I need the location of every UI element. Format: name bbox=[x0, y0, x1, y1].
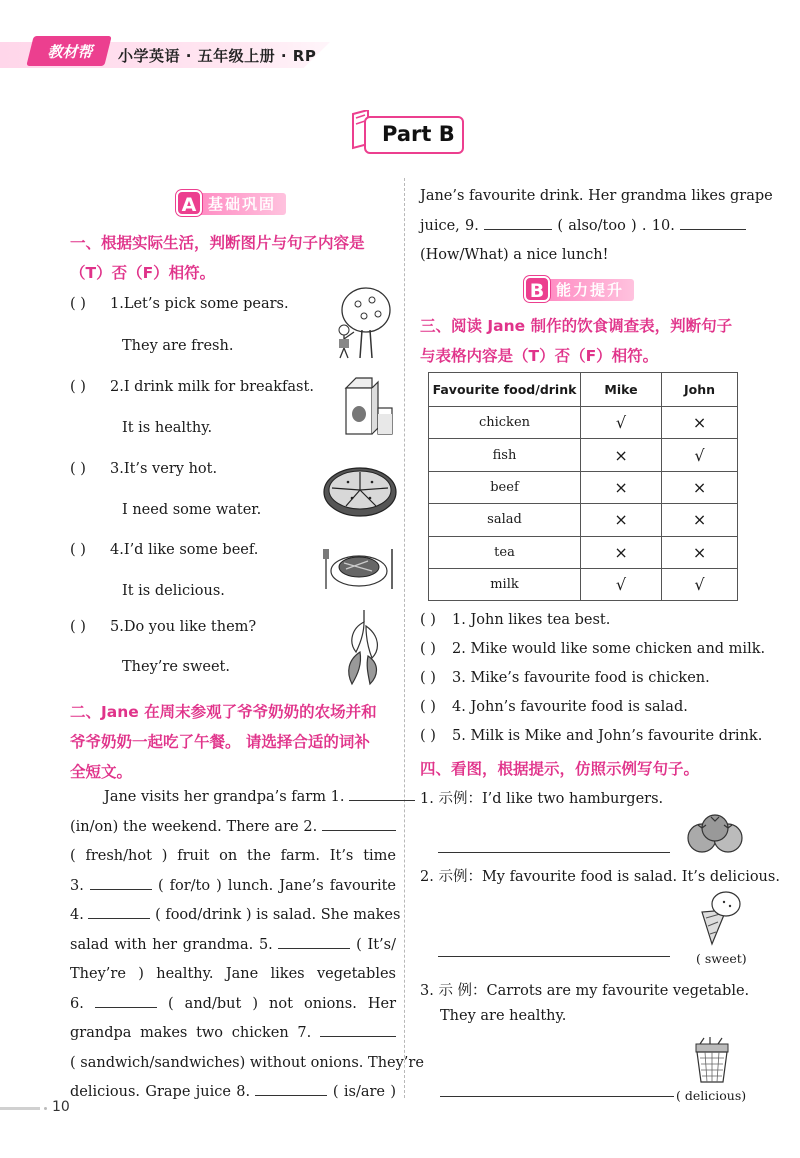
header-badge-text: 教材帮 bbox=[47, 43, 93, 61]
item-sentence: I drink milk for breakfast. bbox=[123, 379, 314, 395]
table-cell: salad bbox=[429, 504, 581, 536]
page-header bbox=[0, 36, 330, 70]
q1-item-3-second: I need some water. bbox=[122, 502, 262, 518]
table-cell: milk bbox=[429, 568, 581, 600]
table-row bbox=[429, 536, 738, 568]
q1-item-5-second: They’re sweet. bbox=[122, 659, 230, 675]
item-sentence: Let’s pick some pears. bbox=[123, 296, 289, 312]
answer-line-2[interactable] bbox=[438, 956, 670, 957]
footer-bar bbox=[0, 1107, 40, 1110]
q1-item-2-second: It is healthy. bbox=[122, 420, 213, 436]
table-cell: × bbox=[662, 407, 738, 439]
section-b-label: 能力提升 bbox=[546, 279, 634, 301]
passage-line: salad with her grandma. 5. ( It’s/ bbox=[70, 936, 396, 953]
q3-item-1 bbox=[420, 612, 610, 628]
chili-pepper-icon bbox=[338, 608, 386, 688]
part-title: Part B bbox=[382, 122, 455, 146]
table-cell: × bbox=[581, 504, 662, 536]
passage-line: ( sandwich/sandwiches) without onions. They’re bbox=[70, 1054, 424, 1071]
table-header-row bbox=[429, 373, 738, 407]
hint-sweet: ( sweet) bbox=[696, 951, 747, 966]
q1-item-3 bbox=[70, 461, 217, 477]
part-heading bbox=[350, 110, 466, 154]
q2-heading-line1: 二、Jane 在周末参观了爷爷奶奶的农场并和 bbox=[70, 703, 377, 721]
answer-line-1[interactable] bbox=[438, 852, 670, 853]
hint-delicious: ( delicious) bbox=[676, 1088, 747, 1103]
item-sentence: I’d like some beef. bbox=[123, 542, 259, 558]
page-footer bbox=[0, 1098, 70, 1118]
table-cell: × bbox=[581, 536, 662, 568]
passage-line: 6. ( and/but ) not onions. Her bbox=[70, 995, 397, 1012]
answer-bracket[interactable]: ( ) bbox=[70, 296, 86, 312]
passage-line: delicious. Grape juice 8. ( is/are ) bbox=[70, 1084, 396, 1100]
table-row bbox=[429, 439, 738, 471]
blank-7[interactable] bbox=[320, 1023, 396, 1037]
beef-steak-icon bbox=[322, 545, 396, 591]
q2-heading bbox=[70, 697, 377, 787]
q4-heading: 四、看图，根据提示，仿照示例写句子。 bbox=[420, 760, 700, 778]
section-a-letter: A bbox=[176, 190, 202, 216]
section-a-label: 基础巩固 bbox=[198, 193, 286, 215]
q1-item-1 bbox=[70, 296, 289, 312]
column-header: John bbox=[662, 373, 738, 407]
item-sentence: It’s very hot. bbox=[123, 461, 218, 477]
passage-line: Jane visits her grandpa’s farm 1. bbox=[70, 783, 396, 813]
item-sentence: Do you like them? bbox=[123, 619, 257, 635]
food-survey-table bbox=[428, 372, 738, 601]
passage-line: 4. ( food/drink ) is salad. She makes bbox=[70, 907, 401, 923]
header-title: 小学英语 · 五年级上册 · RP bbox=[118, 47, 317, 65]
answer-bracket[interactable]: ( ) bbox=[420, 670, 436, 686]
footer-dot bbox=[44, 1107, 47, 1110]
tomatoes-icon bbox=[684, 812, 746, 856]
blank-9[interactable] bbox=[484, 216, 552, 230]
q1-item-2 bbox=[70, 379, 314, 395]
table-cell: × bbox=[662, 504, 738, 536]
table-row bbox=[429, 407, 738, 439]
q4-example-1: 1. 示例：I’d like two hamburgers. bbox=[420, 791, 664, 807]
item-sentence: 4. John’s favourite food is salad. bbox=[452, 699, 688, 715]
q3-item-4 bbox=[420, 699, 688, 715]
answer-bracket[interactable]: ( ) bbox=[420, 612, 436, 628]
milk-carton-icon bbox=[342, 374, 396, 438]
q4-example-3: 3. 示 例：Carrots are my favourite vegetable. bbox=[420, 983, 750, 999]
blank-1[interactable] bbox=[349, 787, 415, 801]
q1-item-1-second: They are fresh. bbox=[122, 338, 234, 354]
q1-heading-line2: （T）否（F）相符。 bbox=[70, 264, 216, 282]
blank-2[interactable] bbox=[322, 817, 396, 831]
q3-heading bbox=[420, 311, 732, 371]
q3-item-2 bbox=[420, 641, 765, 657]
item-number: 1. bbox=[110, 296, 124, 312]
passage-line: juice, 9. ( also/too ) . 10. bbox=[420, 212, 746, 242]
q1-heading bbox=[70, 228, 365, 288]
table-cell: × bbox=[662, 536, 738, 568]
item-sentence: 1. John likes tea best. bbox=[452, 612, 611, 628]
passage-line: ( fresh/hot ) fruit on the farm. It’s time bbox=[70, 848, 396, 864]
q4-example-3-second: They are healthy. bbox=[440, 1008, 567, 1024]
watermelon-icon bbox=[322, 466, 398, 520]
item-number: 4. bbox=[110, 542, 124, 558]
q1-item-4-second: It is delicious. bbox=[122, 583, 225, 599]
blank-10[interactable] bbox=[680, 216, 746, 230]
table-cell: × bbox=[662, 471, 738, 503]
passage-line: (How/What) a nice lunch! bbox=[420, 247, 609, 263]
item-number: 5. bbox=[110, 619, 124, 635]
q3-heading-line2: 与表格内容是（T）否（F）相符。 bbox=[420, 347, 659, 365]
item-sentence: 5. Milk is Mike and John’s favourite drink. bbox=[452, 728, 763, 744]
table-row bbox=[429, 568, 738, 600]
item-number: 3. bbox=[110, 461, 124, 477]
table-cell: chicken bbox=[429, 407, 581, 439]
passage-line: grandpa makes two chicken 7. bbox=[70, 1019, 396, 1049]
answer-line-3[interactable] bbox=[440, 1096, 674, 1097]
column-header: Favourite food/drink bbox=[429, 373, 581, 407]
carrot-basket-icon bbox=[692, 1036, 732, 1084]
q2-passage bbox=[70, 783, 424, 1108]
q3-item-5 bbox=[420, 728, 762, 744]
answer-bracket[interactable]: ( ) bbox=[70, 542, 86, 558]
item-sentence: 2. Mike would like some chicken and milk. bbox=[452, 641, 766, 657]
passage-line: They’re ) healthy. Jane likes vegetables bbox=[70, 966, 396, 982]
item-sentence: 3. Mike’s favourite food is chicken. bbox=[452, 670, 710, 686]
q2-passage-continued bbox=[420, 182, 773, 271]
table-cell: √ bbox=[662, 439, 738, 471]
answer-bracket[interactable]: ( ) bbox=[420, 728, 436, 744]
answer-bracket[interactable]: ( ) bbox=[70, 461, 86, 477]
answer-bracket[interactable]: ( ) bbox=[70, 619, 86, 635]
q2-heading-line2: 爷爷奶奶一起吃了午餐。 请选择合适的词补 bbox=[70, 733, 370, 751]
pear-tree-icon bbox=[328, 286, 394, 360]
table-cell: √ bbox=[662, 568, 738, 600]
blank-5[interactable] bbox=[278, 935, 350, 949]
answer-bracket[interactable]: ( ) bbox=[420, 641, 436, 657]
ice-cream-icon bbox=[696, 888, 744, 946]
q4-example-2: 2. 示例：My favourite food is salad. It’s delicious. bbox=[420, 869, 780, 885]
table-cell: × bbox=[581, 471, 662, 503]
section-b-letter: B bbox=[524, 276, 550, 302]
q1-item-4 bbox=[70, 542, 258, 558]
answer-bracket[interactable]: ( ) bbox=[420, 699, 436, 715]
passage-line: 3. ( for/to ) lunch. Jane’s favourite bbox=[70, 877, 397, 894]
table-cell: × bbox=[581, 439, 662, 471]
blank-3[interactable] bbox=[90, 876, 152, 890]
blank-4[interactable] bbox=[88, 905, 150, 919]
table-cell: √ bbox=[581, 568, 662, 600]
q1-heading-line1: 一、根据实际生活，判断图片与句子内容是 bbox=[70, 234, 365, 252]
table-cell: √ bbox=[581, 407, 662, 439]
q3-heading-line1: 三、阅读 Jane 制作的饮食调查表，判断句子 bbox=[420, 317, 733, 335]
q1-item-5 bbox=[70, 619, 256, 635]
table-row bbox=[429, 504, 738, 536]
column-header: Mike bbox=[581, 373, 662, 407]
section-a-badge bbox=[176, 190, 316, 218]
q3-item-3 bbox=[420, 670, 710, 686]
blank-8[interactable] bbox=[255, 1082, 327, 1096]
passage-line: (in/on) the weekend. There are 2. bbox=[70, 813, 396, 843]
table-cell: fish bbox=[429, 439, 581, 471]
table-cell: tea bbox=[429, 536, 581, 568]
item-number: 2. bbox=[110, 379, 124, 395]
table-cell: beef bbox=[429, 471, 581, 503]
blank-6[interactable] bbox=[95, 994, 157, 1008]
table-row bbox=[429, 471, 738, 503]
answer-bracket[interactable]: ( ) bbox=[70, 379, 86, 395]
page-number: 10 bbox=[52, 1099, 70, 1115]
section-b-badge bbox=[524, 276, 654, 304]
q2-heading-line3: 全短文。 bbox=[70, 763, 133, 781]
column-divider bbox=[404, 178, 405, 1098]
passage-line: Jane’s favourite drink. Her grandma likes grape bbox=[420, 188, 773, 204]
